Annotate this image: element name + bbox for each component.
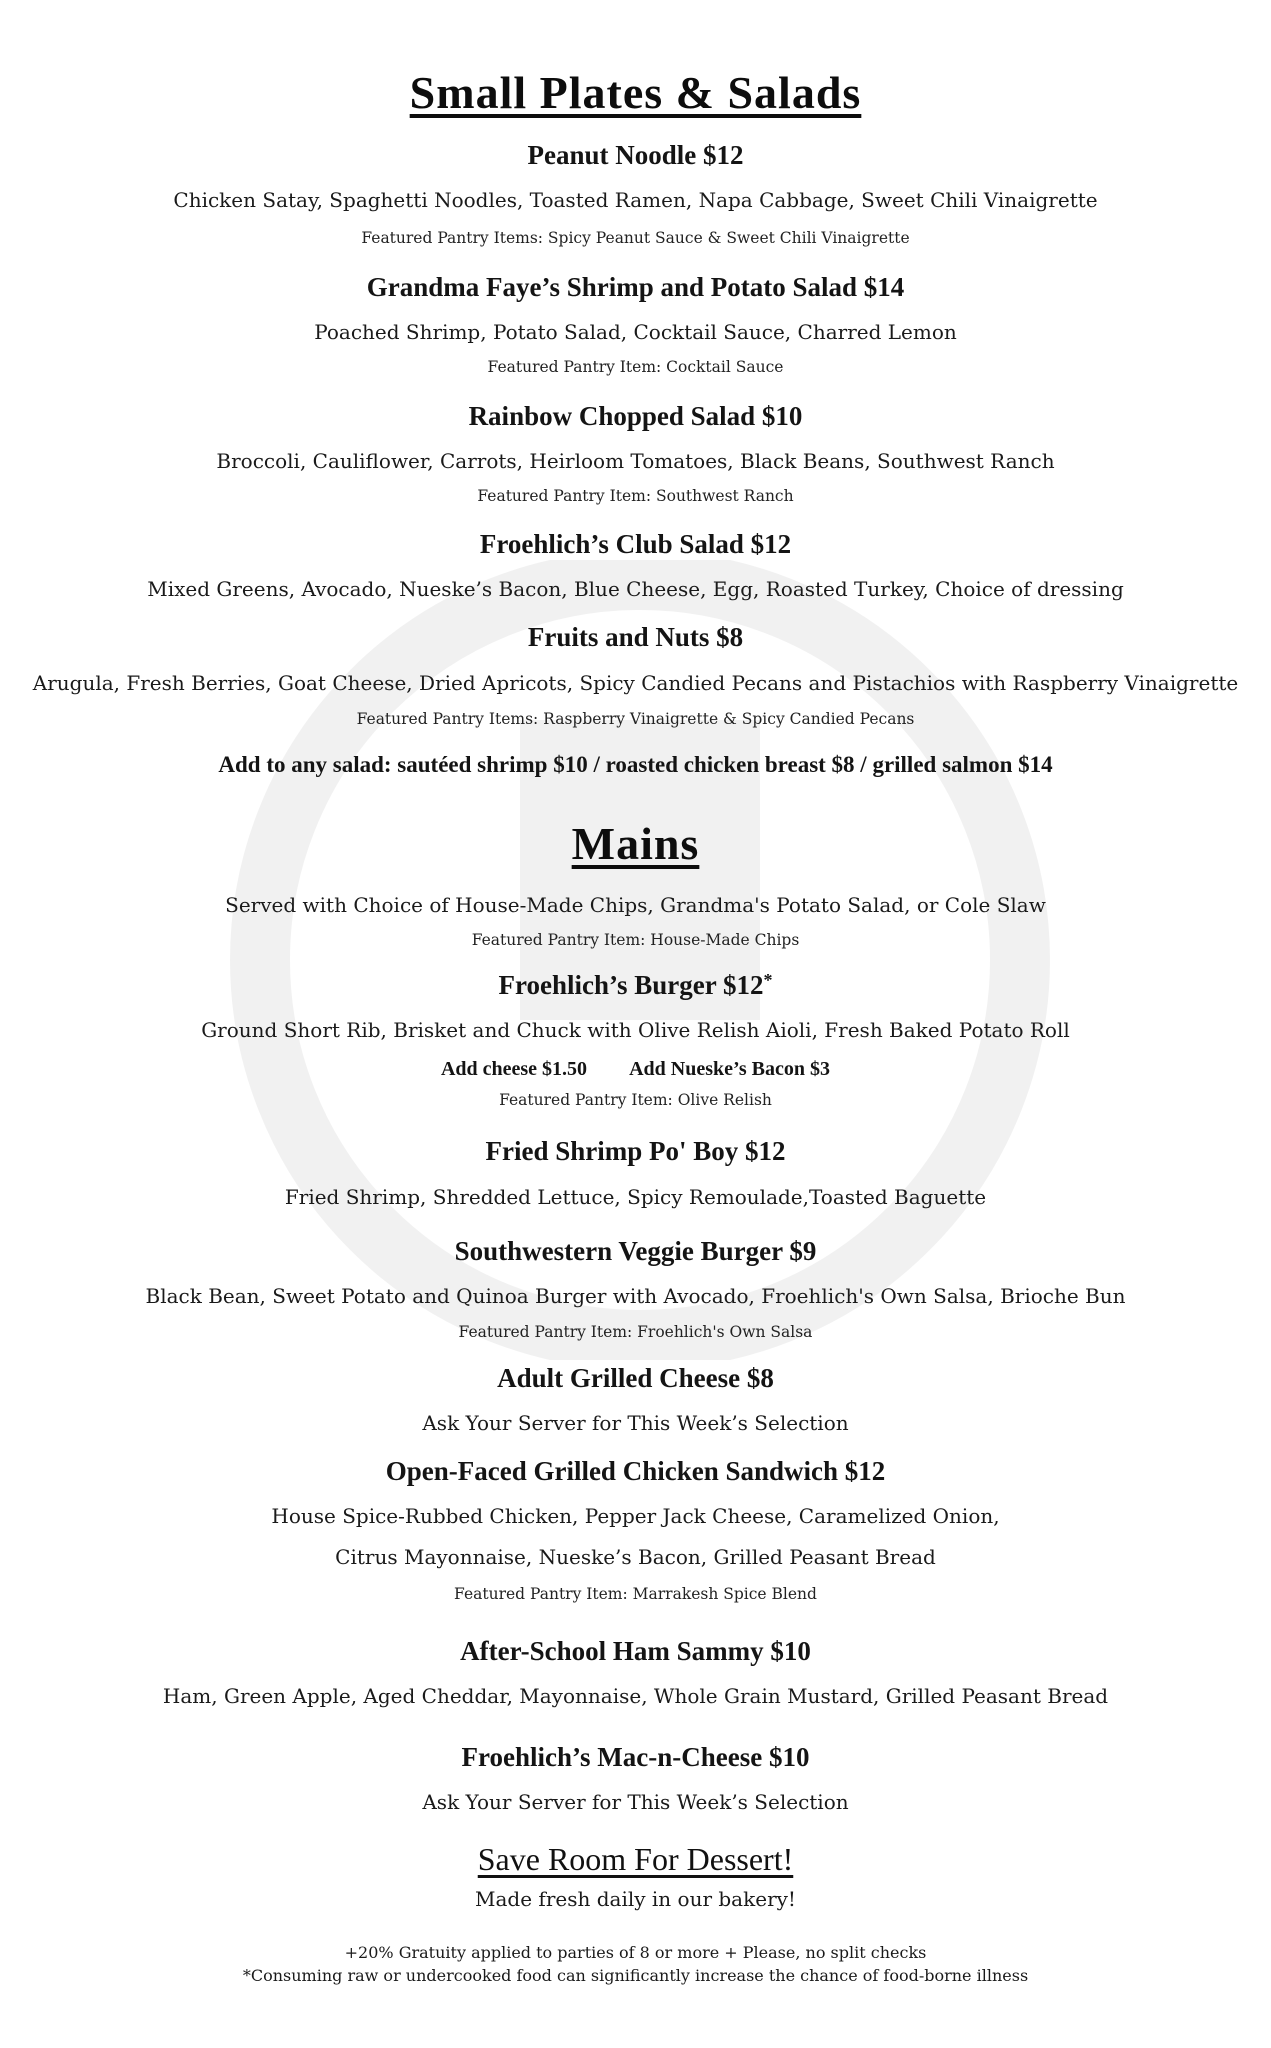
dessert-title: Save Room For Dessert!	[477, 1841, 794, 1877]
raw-food-warning: *Consuming raw or undercooked food can significantly increase the chance of food-borne illness	[242, 1966, 1029, 1985]
mains-served-with: Served with Choice of House-Made Chips, Grandma's Potato Salad, or Cole Slaw	[225, 893, 1046, 917]
gratuity-note: +20% Gratuity applied to parties of 8 or more + Please, no split checks	[344, 1943, 927, 1962]
featured-pantry-note: Featured Pantry Item: Marrakesh Spice Blend	[454, 1585, 817, 1603]
section-title-mains: Mains	[571, 818, 700, 869]
menu-item-name: Peanut Noodle $12	[527, 140, 744, 170]
menu-item-description: Broccoli, Cauliflower, Carrots, Heirloom Tomatoes, Black Beans, Southwest Ranch	[216, 449, 1055, 473]
menu-item-name: Froehlich’s Club Salad $12	[479, 529, 792, 559]
raw-food-asterisk: *	[763, 970, 773, 990]
add-bacon-note: Add Nueske’s Bacon $3	[629, 1058, 831, 1080]
featured-pantry-note: Featured Pantry Item: Southwest Ranch	[477, 487, 794, 505]
menu-item-name: Fried Shrimp Po' Boy $12	[485, 1136, 786, 1166]
menu-item-description: Poached Shrimp, Potato Salad, Cocktail Sauce, Charred Lemon	[314, 320, 957, 344]
menu-item-description: Fried Shrimp, Shredded Lettuce, Spicy Remoulade,Toasted Baguette	[284, 1185, 987, 1209]
dessert-subtitle: Made fresh daily in our bakery!	[475, 1887, 796, 1911]
menu-item-description: Arugula, Fresh Berries, Goat Cheese, Dried Apricots, Spicy Candied Pecans and Pistachios with Raspberry Vinaigrette	[32, 671, 1239, 695]
add-cheese-note: Add cheese $1.50	[440, 1058, 588, 1080]
menu-item-description: House Spice-Rubbed Chicken, Pepper Jack Cheese, Caramelized Onion,	[271, 1504, 1000, 1528]
featured-pantry-note: Featured Pantry Item: Olive Relish	[499, 1091, 772, 1109]
featured-pantry-note: Featured Pantry Item: Cocktail Sauce	[487, 358, 784, 376]
menu-item-description: Mixed Greens, Avocado, Nueske’s Bacon, Blue Cheese, Egg, Roasted Turkey, Choice of dressing	[147, 577, 1124, 601]
menu-item-description: Chicken Satay, Spaghetti Noodles, Toasted Ramen, Napa Cabbage, Sweet Chili Vinaigrette	[173, 188, 1098, 212]
menu-item-description: Ask Your Server for This Week’s Selection	[422, 1790, 849, 1814]
menu-item-description: Ask Your Server for This Week’s Selection	[422, 1411, 849, 1435]
featured-pantry-note: Featured Pantry Items: Raspberry Vinaigrette & Spicy Candied Pecans	[356, 710, 915, 728]
menu-item-description: Ham, Green Apple, Aged Cheddar, Mayonnaise, Whole Grain Mustard, Grilled Peasant Bread	[162, 1684, 1109, 1708]
featured-pantry-note: Featured Pantry Item: Froehlich's Own Salsa	[458, 1323, 813, 1341]
menu-item-name	[0, 970, 1271, 1001]
burger-name: Froehlich’s Burger $12	[498, 970, 764, 1000]
menu-item-name: Adult Grilled Cheese $8	[497, 1363, 774, 1393]
menu-item-name: Rainbow Chopped Salad $10	[468, 401, 803, 431]
section-title-small-plates: Small Plates & Salads	[409, 67, 862, 118]
burger-addons	[0, 1058, 1271, 1081]
featured-pantry-note: Featured Pantry Items: Spicy Peanut Sauce & Sweet Chili Vinaigrette	[361, 229, 910, 247]
menu-item-description: Citrus Mayonnaise, Nueske’s Bacon, Grilled Peasant Bread	[335, 1545, 936, 1569]
menu-item-name: Froehlich’s Mac-n-Cheese $10	[461, 1742, 810, 1772]
featured-pantry-note: Featured Pantry Item: House-Made Chips	[471, 931, 800, 949]
menu-item-name: After-School Ham Sammy $10	[460, 1636, 811, 1666]
menu-item-description: Ground Short Rib, Brisket and Chuck with Olive Relish Aioli, Fresh Baked Potato Roll	[201, 1018, 1070, 1042]
menu-item-name: Fruits and Nuts $8	[527, 622, 744, 652]
menu-item-description: Black Bean, Sweet Potato and Quinoa Burger with Avocado, Froehlich's Own Salsa, Brioche Bun	[145, 1284, 1126, 1308]
menu-item-name: Open-Faced Grilled Chicken Sandwich $12	[385, 1456, 886, 1486]
salad-addon-note: Add to any salad: sautéed shrimp $10 / roasted chicken breast $8 / grilled salmon $14	[218, 752, 1053, 777]
menu-item-name: Grandma Faye’s Shrimp and Potato Salad $14	[366, 272, 905, 302]
menu-item-name: Southwestern Veggie Burger $9	[454, 1236, 817, 1266]
